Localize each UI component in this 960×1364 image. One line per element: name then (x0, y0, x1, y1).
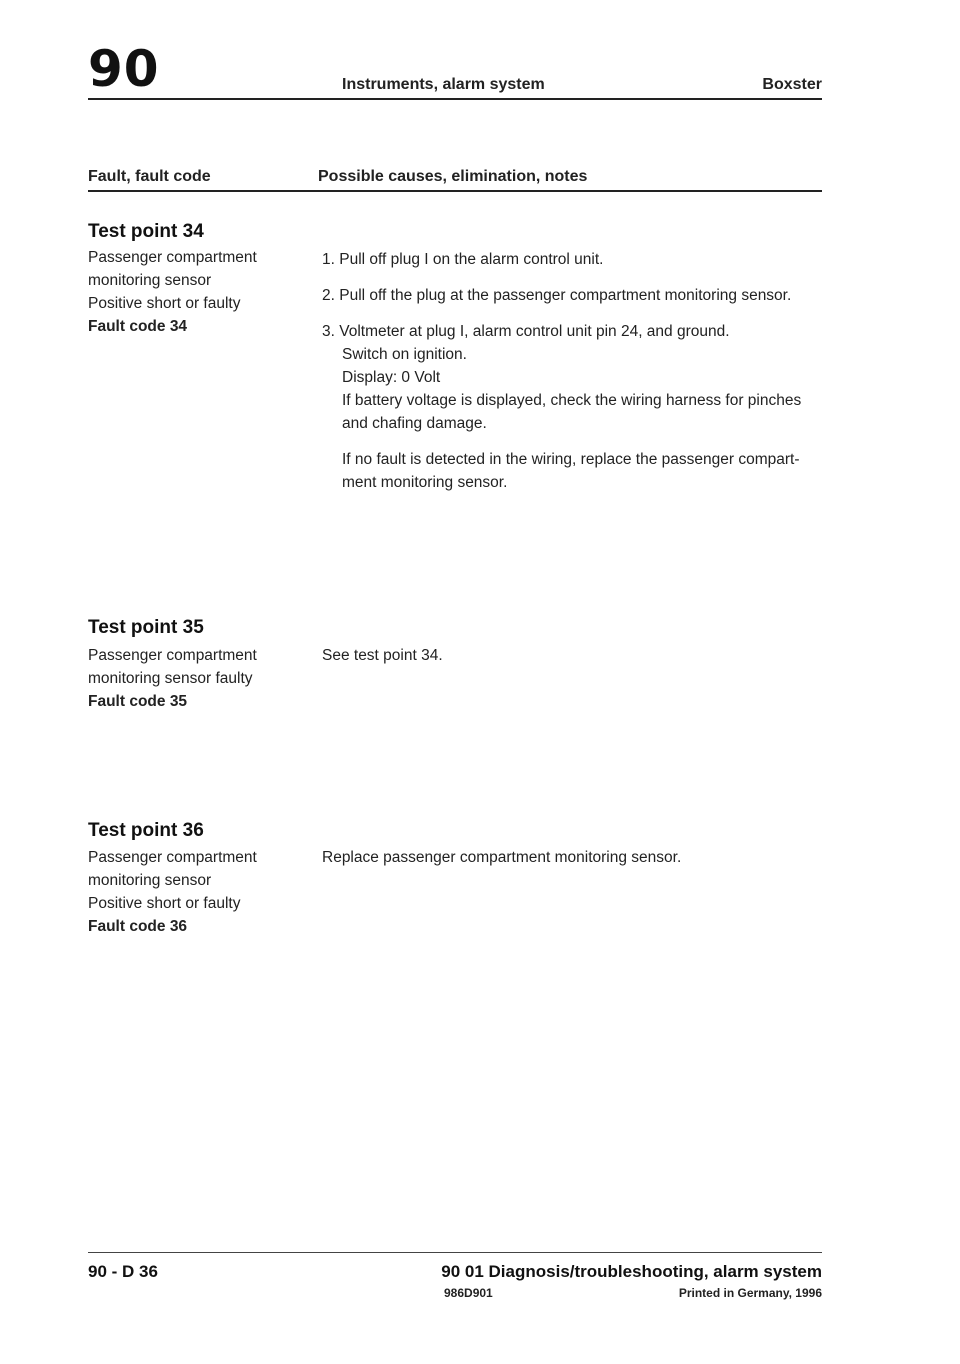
test-point-36-title: Test point 36 (88, 820, 204, 841)
description-line: Passenger compartment (88, 849, 257, 866)
test-point-34-steps (322, 248, 822, 507)
description-line: Passenger compartment (88, 249, 257, 266)
test-point-35-note: See test point 34. (322, 647, 443, 664)
description-line: Positive short or faulty (88, 895, 241, 912)
test-point-35-description (88, 644, 298, 713)
step-3-text: 3. Voltmeter at plug I, alarm control unit pin 24, and ground. (322, 323, 730, 340)
footer-section-title: 90 01 Diagnosis/troubleshooting, alarm system (441, 1262, 822, 1281)
document-number: 986D901 (444, 1286, 493, 1300)
step-3-sub-line: and chafing damage. (342, 415, 487, 432)
column-rule (88, 190, 822, 192)
column-heading-causes: Possible causes, elimination, notes (318, 168, 588, 185)
step-3-sub-line: ment monitoring sensor. (342, 474, 508, 491)
header-title: Instruments, alarm system (342, 76, 545, 93)
step-2: 2. Pull off the plug at the passenger compartment monitoring sensor. (322, 287, 792, 304)
footer-rule (88, 1252, 822, 1253)
fault-code-35: Fault code 35 (88, 693, 188, 710)
test-point-36-note: Replace passenger compartment monitoring sensor. (322, 849, 682, 866)
group-number: 90 (88, 40, 160, 98)
step-3-sub-line: Display: 0 Volt (342, 369, 441, 386)
step-3-sub-line: If battery voltage is displayed, check the wiring harness for pinches (342, 392, 802, 409)
description-line: monitoring sensor (88, 272, 212, 289)
step-3-sub-line: Switch on ignition. (342, 346, 467, 363)
description-line: monitoring sensor faulty (88, 670, 253, 687)
fault-code-34: Fault code 34 (88, 318, 188, 335)
printed-note: Printed in Germany, 1996 (678, 1286, 822, 1300)
test-point-35-title: Test point 35 (88, 617, 204, 638)
column-heading-fault: Fault, fault code (88, 168, 211, 185)
fault-code-36: Fault code 36 (88, 918, 188, 935)
step-3-sub-line: If no fault is detected in the wiring, replace the passenger compart- (342, 451, 800, 468)
test-point-36-description (88, 846, 298, 938)
page-number: 90 - D 36 (88, 1262, 158, 1281)
test-point-34-description (88, 246, 298, 338)
description-line: monitoring sensor (88, 872, 212, 889)
description-line: Positive short or faulty (88, 295, 241, 312)
step-3 (322, 320, 822, 494)
test-point-34-title: Test point 34 (88, 221, 204, 242)
header-rule (88, 98, 822, 100)
description-line: Passenger compartment (88, 647, 257, 664)
step-1: 1. Pull off plug I on the alarm control unit. (322, 251, 604, 268)
header-model: Boxster (762, 76, 822, 93)
